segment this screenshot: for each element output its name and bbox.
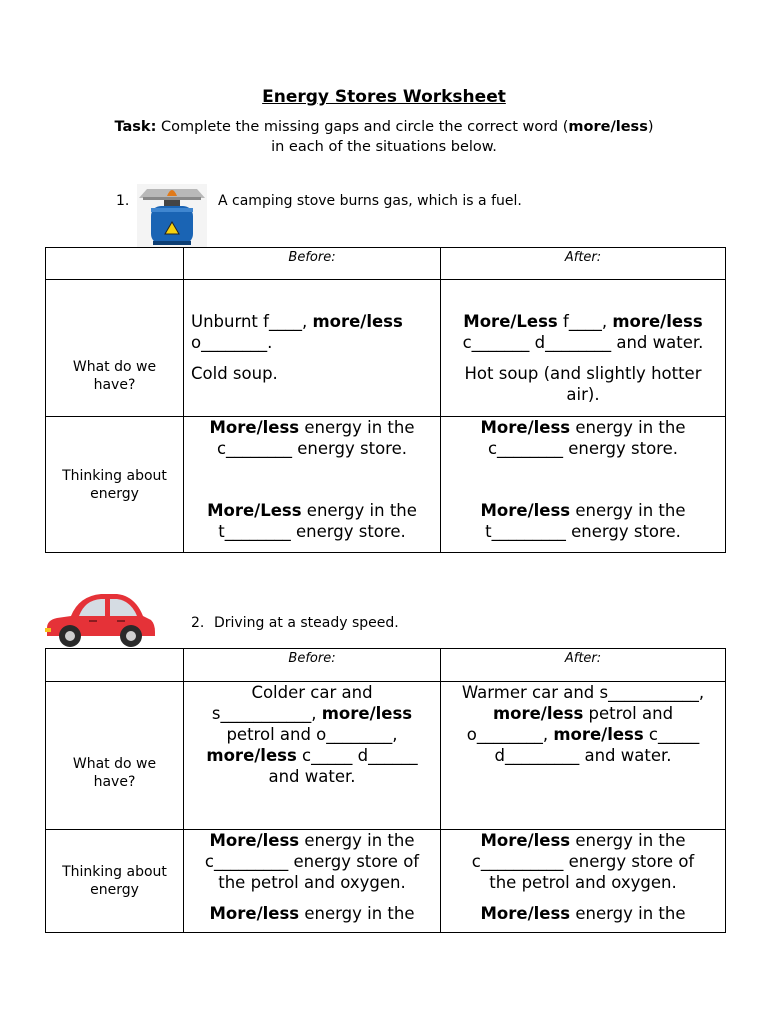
q2-header-before: Before: — [184, 649, 441, 682]
camping-stove-icon — [137, 184, 207, 248]
q2-table — [45, 648, 726, 933]
q1-header-after: After: — [441, 248, 726, 280]
q1-table — [45, 247, 726, 553]
q2-energy-after: More/less energy in the c__________ energy store of the petrol and oxygen. More/less energy in the — [441, 830, 726, 933]
q2-have-after: Warmer car and s___________, more/less petrol and o________, more/less c_____ d_________ and water. — [441, 682, 726, 830]
task-text: Complete the missing gaps and circle the correct word ( — [156, 119, 569, 135]
q2-row-label-thinking: Thinking about energy — [46, 830, 184, 933]
q1-number: 1. — [116, 193, 130, 209]
task-line-2: in each of the situations below. — [271, 139, 497, 155]
q2-row-label-have: What do we have? — [46, 682, 184, 830]
q1-energy-after: More/less energy in the c________ energy store. More/less energy in the t_________ energy store. — [441, 417, 726, 553]
q1-have-before: Unburnt f____, more/less o________. Cold soup. — [184, 280, 441, 417]
q2-have-before: Colder car and s___________, more/less petrol and o________, more/less c_____ d______ and water. — [184, 682, 441, 830]
q2-header-after: After: — [441, 649, 726, 682]
q1-row-label-have: What do we have? — [46, 280, 184, 417]
q2-number: 2. — [191, 615, 205, 631]
task-label: Task: — [114, 119, 157, 135]
q2-header-blank — [46, 649, 184, 682]
q1-header-before: Before: — [184, 248, 441, 280]
q1-row-label-thinking: Thinking about energy — [46, 417, 184, 553]
car-icon — [43, 590, 158, 650]
q1-header-blank — [46, 248, 184, 280]
worksheet-title: Energy Stores Worksheet — [262, 87, 506, 107]
task-line-1 — [0, 117, 768, 137]
task-instructions — [0, 117, 768, 157]
q1-have-after: More/Less f____, more/less c_______ d________ and water. Hot soup (and slightly hotter air). — [441, 280, 726, 417]
task-bold-word: more/less — [568, 119, 648, 135]
task-text-end: ) — [647, 119, 654, 135]
q2-energy-before: More/less energy in the c_________ energy store of the petrol and oxygen. More/less energy in the — [184, 830, 441, 933]
q1-text: A camping stove burns gas, which is a fuel. — [218, 193, 522, 209]
q1-energy-before: More/less energy in the c________ energy store. More/Less energy in the t________ energy store. — [184, 417, 441, 553]
q2-text: Driving at a steady speed. — [214, 615, 399, 631]
